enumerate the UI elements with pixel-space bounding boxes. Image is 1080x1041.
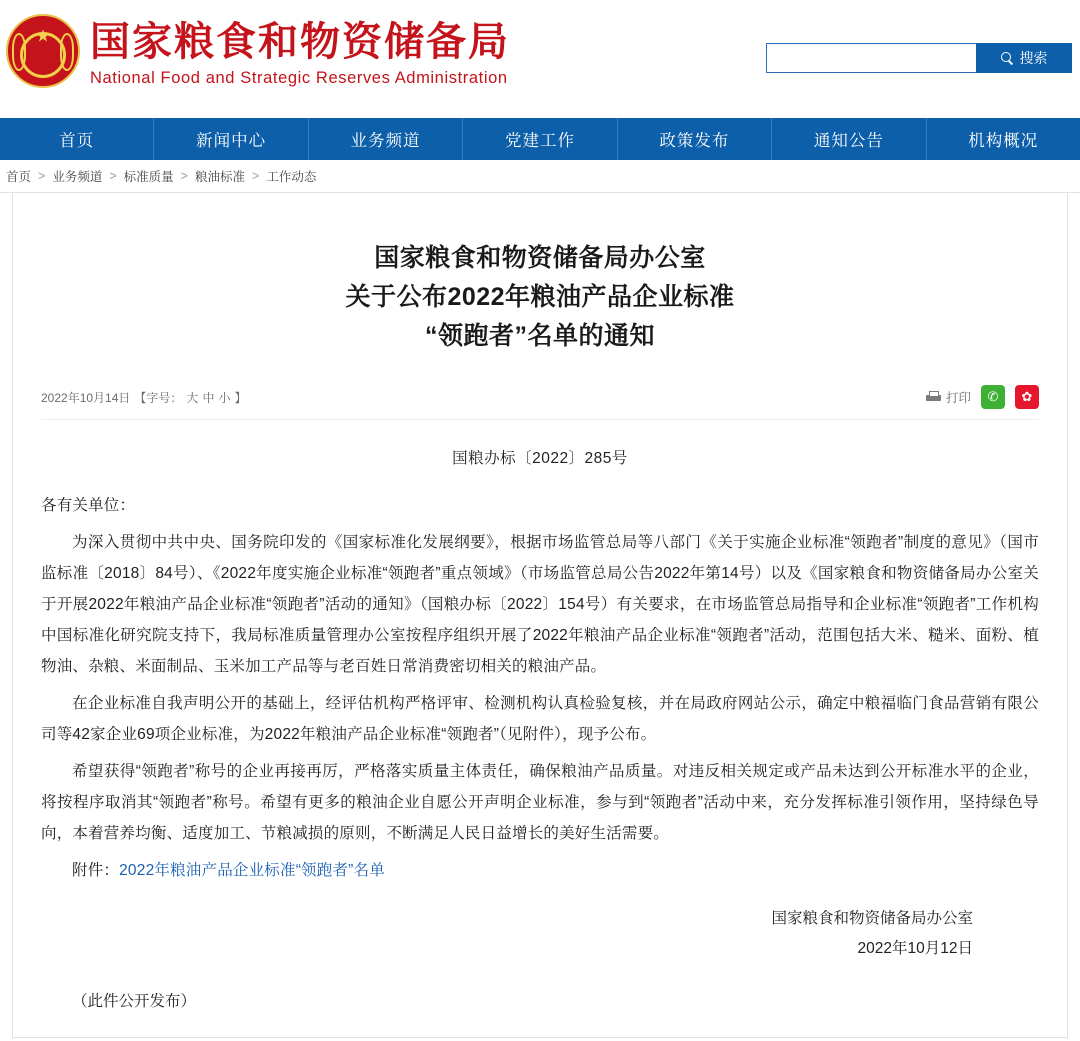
site-logo[interactable] [0, 14, 510, 88]
attachment-prefix: 附件： [72, 862, 120, 880]
nav-item-label: 新闻中心 [196, 132, 267, 150]
page-title-line-2: 关于公布2022年粮油产品企业标准 [345, 282, 735, 311]
fontsize-small-button[interactable]: 小 [218, 390, 231, 405]
breadcrumb-item-grain-oil-standards[interactable]: 粮油标准 [194, 170, 245, 184]
print-button[interactable] [926, 388, 971, 406]
search-input[interactable] [766, 43, 976, 73]
nav-item-announcements[interactable] [772, 118, 926, 160]
breadcrumb-separator: > [38, 169, 46, 183]
nav-item-business[interactable] [309, 118, 463, 160]
signature-organization: 国家粮食和物资储备局办公室 [771, 910, 973, 928]
nav-item-label: 党建工作 [504, 132, 575, 150]
article-meta-right [926, 385, 1039, 409]
body-paragraph-2: 在企业标准自我声明公开的基础上，经评估机构严格评审、检测机构认真检验复核，并在局政府网站公示，确定中粮福临门食品营销有限公司等42家企业69项企业标准，为2022年粮油产品企业标准“领跑者”（见附件），现予公布。 [41, 695, 1039, 744]
fontsize-label-end: 】 [234, 390, 247, 405]
breadcrumb-item-business[interactable]: 业务频道 [52, 170, 103, 184]
breadcrumb-item-work-updates[interactable]: 工作动态 [266, 170, 317, 184]
breadcrumb-item-home[interactable]: 首页 [6, 170, 32, 184]
article-body [41, 490, 1039, 886]
release-note: （此件公开发布） [72, 993, 197, 1011]
fontsize-medium-button[interactable]: 中 [202, 390, 215, 405]
article-meta [41, 385, 1039, 420]
signature-block [41, 904, 1039, 963]
nav-item-home[interactable] [0, 118, 154, 160]
main-nav[interactable] [0, 118, 1080, 160]
fontsize-label: 【字号： [134, 390, 183, 405]
nav-item-news[interactable] [154, 118, 308, 160]
breadcrumb-separator: > [252, 169, 260, 183]
nav-item-label: 机构概况 [968, 132, 1039, 150]
article-container [12, 193, 1068, 1038]
nav-item-policy[interactable] [618, 118, 772, 160]
weibo-icon[interactable]: ✿ [1015, 385, 1039, 409]
search-icon [1001, 52, 1014, 65]
breadcrumb-separator: > [180, 169, 188, 183]
signature-date: 2022年10月12日 [857, 939, 973, 957]
site-name-en: National Food and Strategic Reserves Administration [90, 68, 508, 87]
breadcrumb [0, 160, 1080, 193]
nav-item-party-building[interactable] [463, 118, 617, 160]
nav-item-label: 首页 [59, 132, 95, 150]
breadcrumb-item-standards-quality[interactable]: 标准质量 [123, 170, 174, 184]
nav-item-label: 通知公告 [813, 132, 884, 150]
search-button[interactable] [976, 43, 1072, 73]
attachment-row [41, 855, 1039, 886]
salutation: 各有关单位： [41, 497, 136, 515]
publish-date: 2022年10月14日 [41, 390, 131, 405]
nav-item-label: 业务频道 [350, 132, 421, 150]
attachment-link[interactable]: 2022年粮油产品企业标准“领跑者”名单 [119, 862, 385, 880]
page-title [41, 193, 1039, 355]
site-title-block [90, 15, 510, 88]
article-meta-left [41, 389, 246, 406]
body-paragraph-1: 为深入贯彻中共中央、国务院印发的《国家标准化发展纲要》，根据市场监管总局等八部门《关于实施企业标准“领跑者”制度的意见》（国市监标准〔2018〕84号）、《2022年度实施企业标准“领跑者”重点领域》（市场监管总局公告2022年第14号）以及《国家粮食和物资储备局办公室关于开展2022年粮油产品企业标准“领跑者”活动的通知》（国粮办标〔2022〕154号）有关要求，在市场监管总局指导和企业标准“领跑者”工作机构中国标准化研究院支持下，我局标准质量管理办公室按程序组织开展了2022年粮油产品企业标准“领跑者”活动，范围包括大米、糙米、面粉、植物油、杂粮、米面制品、玉米加工产品等与老百姓日常消费密切相关的粮油产品。 [41, 534, 1039, 676]
national-emblem-icon: ★ [6, 14, 80, 88]
print-label: 打印 [945, 391, 971, 406]
body-paragraph-3: 希望获得“领跑者”称号的企业再接再厉，严格落实质量主体责任，确保粮油产品质量。对违反相关规定或产品未达到公开标准水平的企业，将按程序取消其“领跑者”称号。希望有更多的粮油企业自愿公开声明企业标准，参与到“领跑者”活动中来，充分发挥标准引领作用，坚持绿色导向，本着营养均衡、适度加工、节粮减损的原则，不断满足人民日益增长的美好生活需要。 [41, 763, 1039, 843]
page-title-line-1: 国家粮食和物资储备局办公室 [374, 244, 706, 272]
nav-item-label: 政策发布 [659, 132, 730, 150]
site-name-cn: 国家粮食和物资储备局 [90, 19, 510, 64]
wechat-icon[interactable]: ✆ [981, 385, 1005, 409]
nav-item-about[interactable] [927, 118, 1080, 160]
search-box[interactable] [766, 43, 1072, 73]
breadcrumb-separator: > [109, 169, 117, 183]
site-header [0, 0, 1080, 118]
document-number: 国粮办标〔2022〕285号 [452, 450, 628, 468]
printer-icon [926, 391, 941, 404]
fontsize-large-button[interactable]: 大 [186, 390, 199, 405]
page-title-line-3: “领跑者”名单的通知 [424, 321, 655, 350]
search-button-label: 搜索 [1019, 50, 1048, 66]
